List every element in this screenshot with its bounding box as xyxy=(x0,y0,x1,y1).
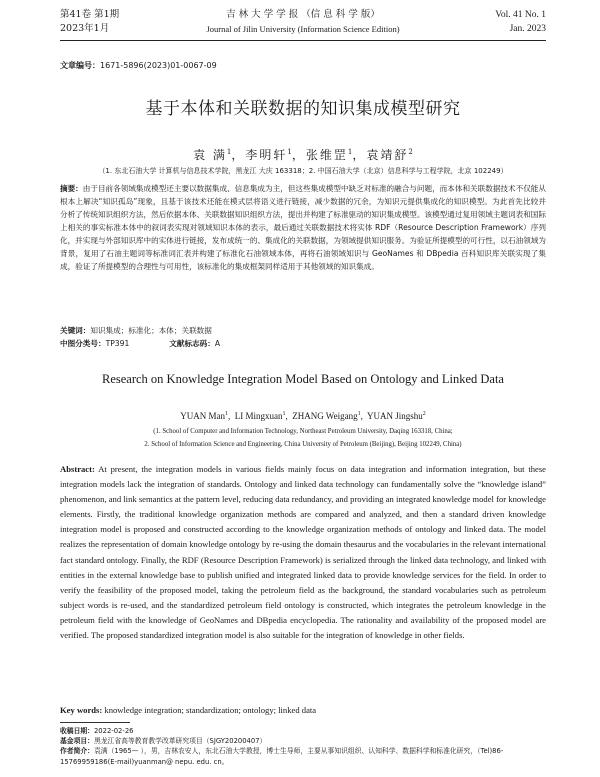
received-value: 2022-02-26 xyxy=(93,727,134,735)
author-affiliation-mark: 2 xyxy=(408,148,413,156)
received-label: 收稿日期： xyxy=(60,727,94,735)
author-name: 袁 满 xyxy=(193,148,227,162)
fund-value: 黑龙江省高等教育教学改革研究项目（SJGY20200407） xyxy=(93,737,267,745)
keywords-en xyxy=(60,705,546,715)
author-affiliation-mark: 1 xyxy=(287,148,292,156)
keywords-label-en: Key words: xyxy=(60,705,103,715)
affiliation-cn: （1. 东北石油大学 计算机与信息技术学院，黑龙江 大庆 163318；2. 中国石油大学（北京）信息科学与工程学院，北京 102249） xyxy=(98,167,508,175)
affiliation-en-2: 2. School of Information Science and Engineering, China University of Petroleum (Beijing), Beijing 102249, China) xyxy=(144,441,462,448)
author-name-en: ZHANG Weigang xyxy=(292,411,358,421)
article-number-value: 1671-5896(2023)01-0067-09 xyxy=(100,61,217,70)
author-name-en: LI Mingxuan xyxy=(234,411,283,421)
abstract-text-en: At present, the integration models in various fields mainly focus on data integration and information integration, but these integration models lack the integration of standards. Ontology and linked data technology can fundamentally solve the “knowledge island” phenomenon, and link semantics at the pattern level, reducing data redundancy, and providing an integrated knowledge model for knowledge elements. Firstly, the traditional knowledge organization methods are compared and analyzed, and then a standard driven knowledge integration model is proposed and constructed according to the knowledge organization methods of ontology and linked data. The model realizes the representation of domain knowledge ontology by re-using the domain thesaurus and the vocabularies in the relevant international fact standard ontology. Finally, the RDF (Resource Description Framework) is serialized through the linked data technology, and linked with entities in the external knowledge base to publish unified and integrated linked data to provide knowledge services for the field. In order to verify the feasibility of the proposed model, taking the petroleum field as the background, the standard vocabularies such as petroleum subject words is re-used, and the standardized petroleum field ontology is constructed, which integrates the petroleum knowledge in the petroleum field with the knowledge of GeoNames and DBpedia encyclopedia. The rationality and availability of the proposed model are verified. The proposed standardized integration model is also suitable for the integration of knowledge in other fields. xyxy=(60,464,546,641)
author-name-en: YUAN Man xyxy=(180,411,225,421)
clc-value: TP391 xyxy=(105,339,130,348)
author-bio-label: 作者简介： xyxy=(60,747,94,755)
author-affiliation-mark: 1 xyxy=(226,148,232,156)
author-bio-value: 袁满（1965— ），男，吉林农安人，东北石油大学教授，博士生导师，主要从事知识组织、认知科学、数据科学和标准化研究，（Tel)86-15769959186(E-mail)yuanman@ nepu. edu. cn。 xyxy=(60,747,504,766)
abstract-text-cn: 由于目前各领域集成模型还主要以数据集成、信息集成为主，但这些集成模型中缺乏对标准的融合与问题，而本体和关联数据技术不仅能从根本上解决“知识孤岛”现象，且基于该技术还能在模式层将语义进行链接，减少数据的冗余，为知识元提供集成化的知识模型。为此首先比较并分析了传统知识组织方法，然后依据本体、关联数据知识组织方法，提出并构建了标准驱动的知识集成模型。该模型通过复用领域主题词表和国际上相关的事实标准本体中的叙词表实现对领域知识本体的表示，最后通过关联数据技术将实体 RDF（Resource Description Framework）序列化，并实现与外部知识库中的实体进行链接，发布成统一的、集成化的关联数据，为领域提供知识服务。为验证所提模型的可行性，以石油领域为背景，复用了石油主题词等标准词汇表并构建了标准化石油领域本体，再将石油领域知识与 GeoNames 和 DBpedia 百科知识库关联实现了集成，验证了所提模型的合理性与可用性，该标准化的集成框架同样适用于其他领域的知识集成。 xyxy=(60,184,546,271)
keywords-cn xyxy=(60,325,546,336)
author-name: 李明轩 xyxy=(245,148,288,162)
classification-line xyxy=(60,338,546,349)
author-list-cn: 袁 满$^1$，李明轩$^1$，张维罡$^1$，袁靖舒$^2$ xyxy=(193,148,413,162)
issue-info-en xyxy=(495,8,546,36)
footnote-received xyxy=(60,726,546,737)
author-list-en: YUAN Man$^1$, LI Mingxuan$^1$, ZHANG Weigang$^1$, YUAN Jingshu$^2$ xyxy=(180,411,426,421)
issue-date-en: Jan. 2023 xyxy=(509,24,546,34)
keywords-text-en: knowledge integration; standardization; ontology; linked data xyxy=(104,705,317,715)
affiliation-en-1: (1. School of Computer and Information Technology, Northeast Petroleum University, Daqing 163318, China; xyxy=(153,428,453,435)
title-en: Research on Knowledge Integration Model Based on Ontology and Linked Data xyxy=(102,372,504,386)
issue-date: 2023年1月 xyxy=(60,23,110,34)
journal-name xyxy=(60,8,546,36)
journal-name-en: Journal of Jilin University (Information Science Edition) xyxy=(206,24,400,34)
fund-label: 基金项目： xyxy=(60,737,94,745)
author-affiliation-mark: 1 xyxy=(347,148,353,156)
author-name: 袁靖舒 xyxy=(366,148,409,162)
author-affiliation-mark: 1 xyxy=(357,411,361,417)
keywords-text-cn: 知识集成；标准化；本体；关联数据 xyxy=(90,326,212,335)
footnote-fund xyxy=(60,736,546,747)
journal-name-cn: 吉 林 大 学 学 报 （信 息 科 学 版） xyxy=(226,9,380,20)
keywords-label-cn: 关键词： xyxy=(60,326,91,335)
volume-issue: 第41卷 第1期 xyxy=(60,9,120,20)
author-affiliation-mark: 1 xyxy=(224,411,228,417)
page-title: 基于本体和关联数据的知识集成模型研究 xyxy=(145,99,461,119)
abstract-en xyxy=(60,462,546,643)
author-affiliation-mark: 2 xyxy=(422,411,426,417)
abstract-label-cn: 摘要： xyxy=(60,184,83,193)
author-name: 张维罡 xyxy=(305,148,348,162)
clc-label: 中图分类号： xyxy=(60,339,106,348)
abstract-cn xyxy=(60,182,546,273)
footnote-author xyxy=(60,746,546,767)
doc-code-value: A xyxy=(214,339,221,348)
author-name-en: YUAN Jingshu xyxy=(367,411,423,421)
running-header xyxy=(60,6,546,41)
article-number xyxy=(60,60,217,71)
abstract-label-en: Abstract: xyxy=(60,464,95,474)
article-number-label: 文章编号： xyxy=(60,61,100,70)
doc-code-label: 文献标志码： xyxy=(169,339,215,348)
author-affiliation-mark: 1 xyxy=(282,411,286,417)
footnote-divider xyxy=(60,722,130,723)
volume-issue-en: Vol. 41 No. 1 xyxy=(495,10,546,20)
